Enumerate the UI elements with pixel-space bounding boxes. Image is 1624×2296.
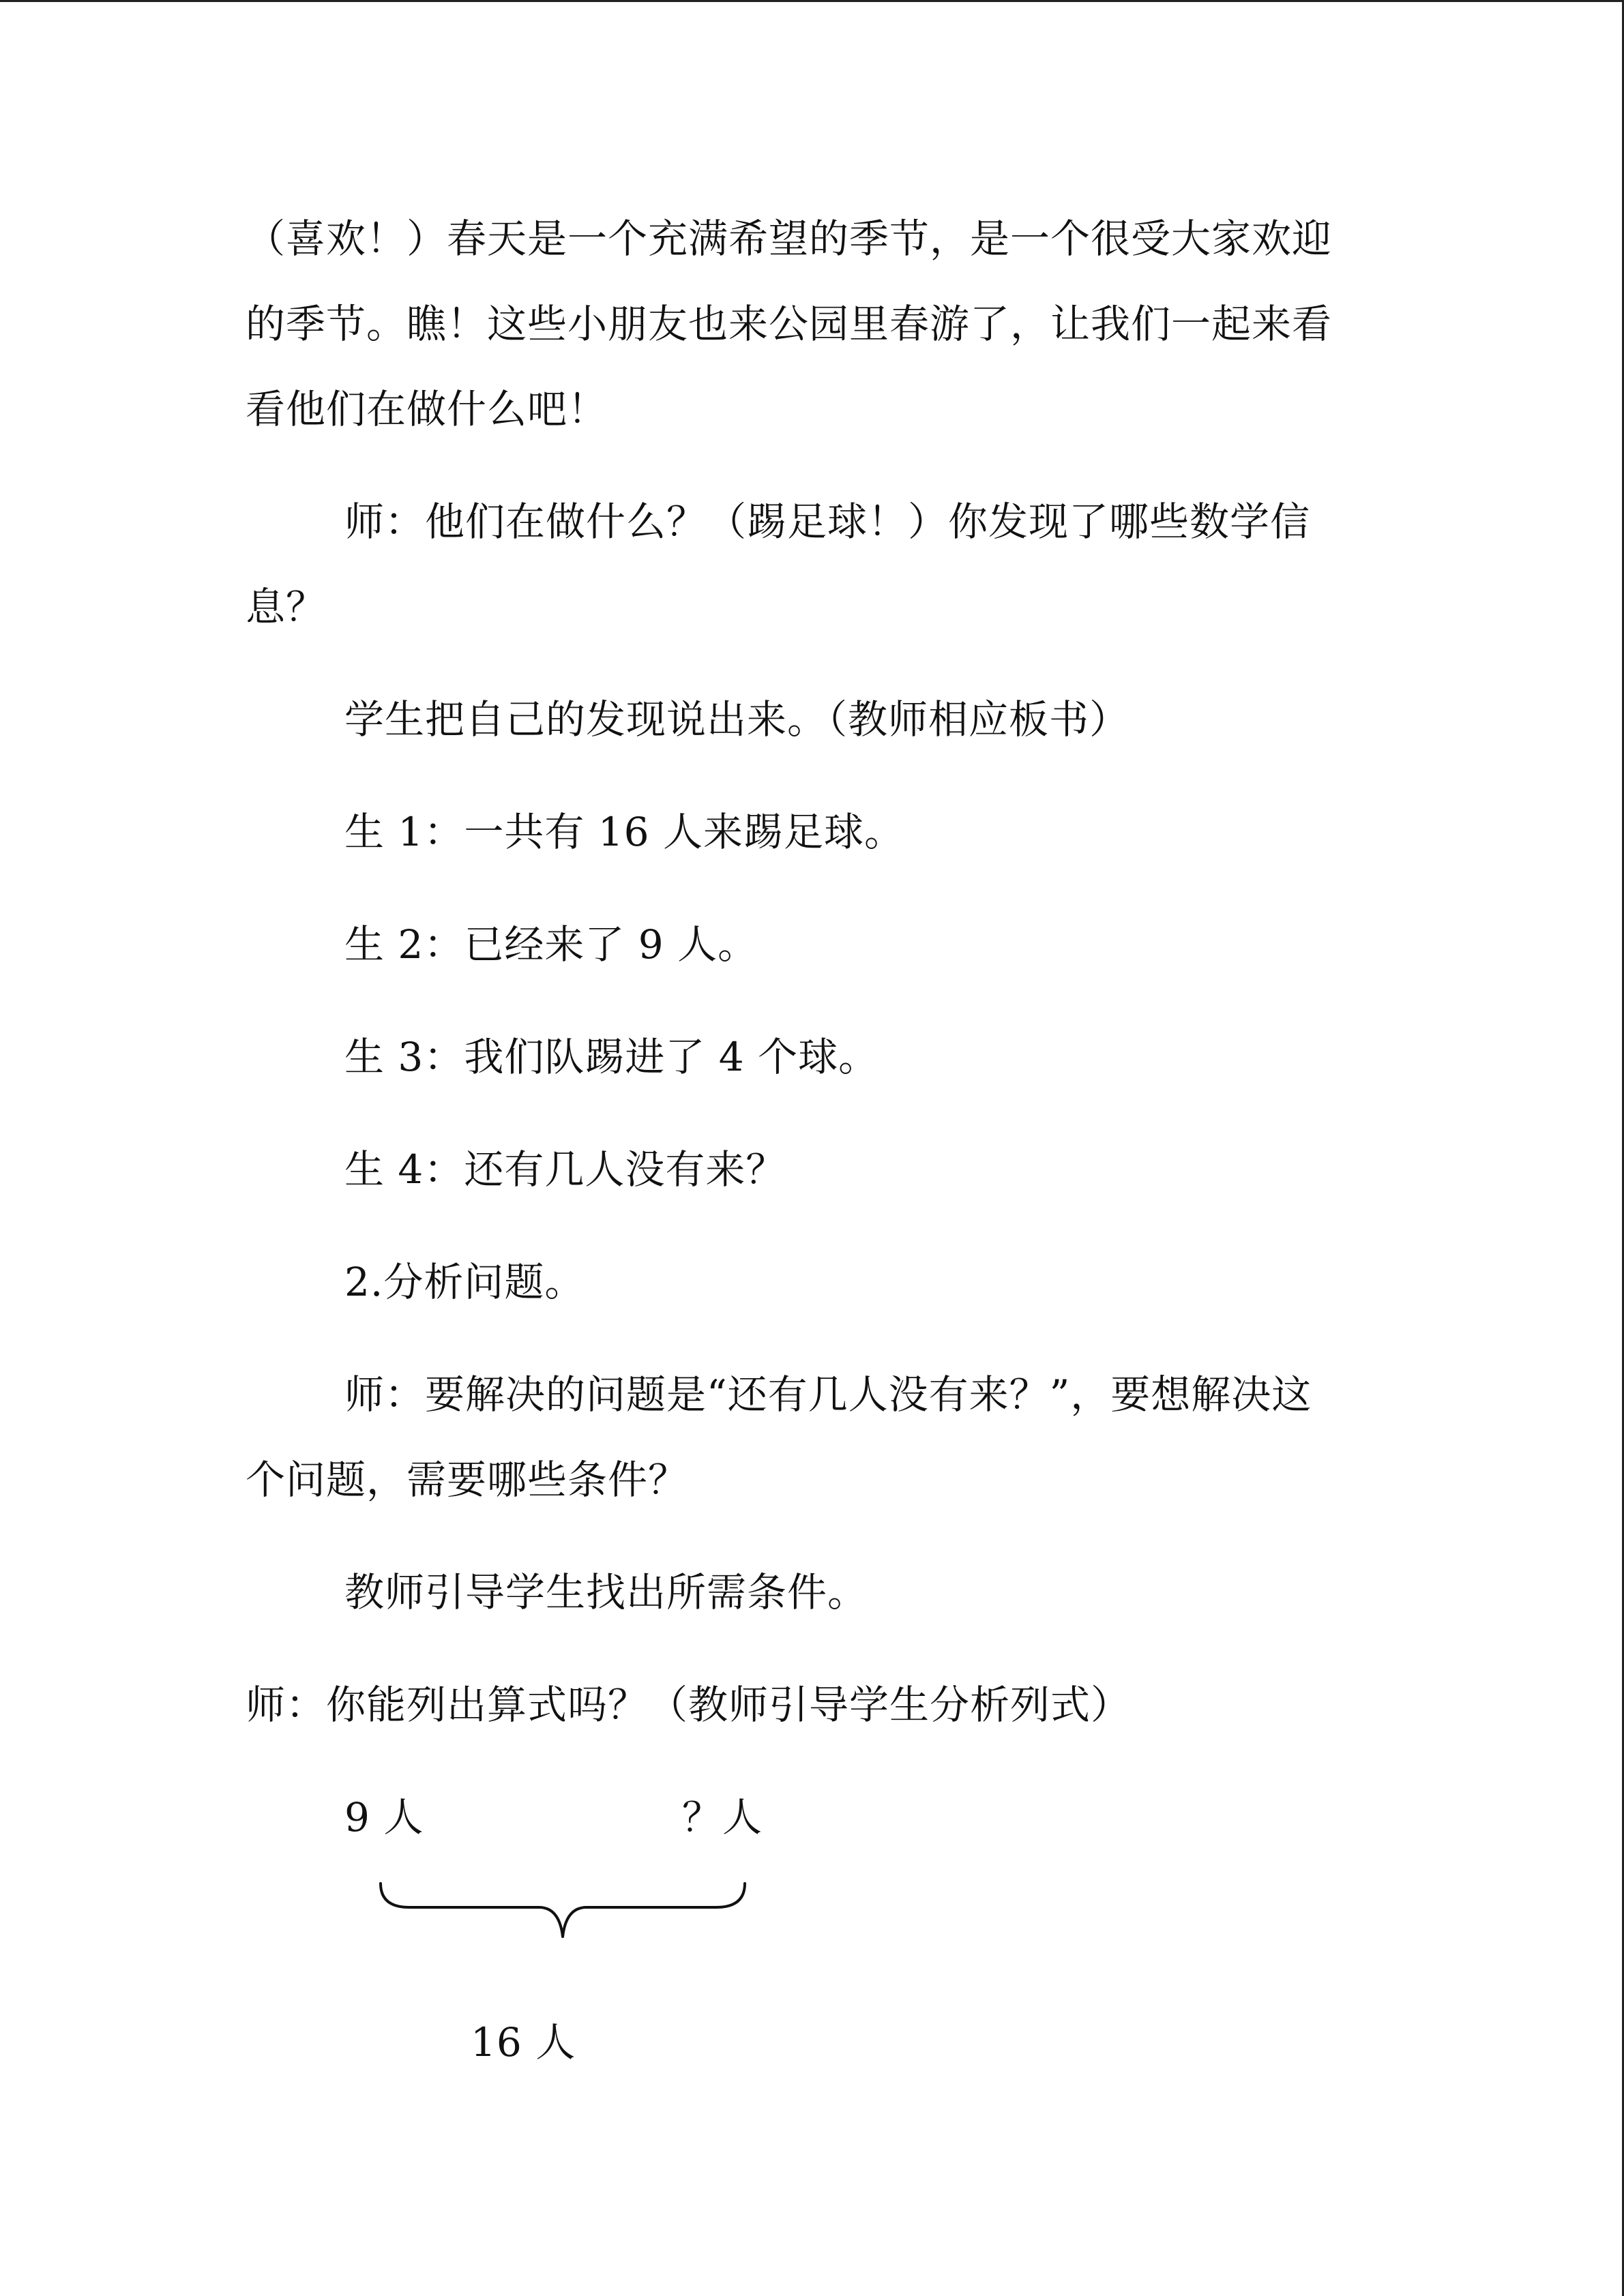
curly-brace-icon [379, 1877, 761, 1938]
paragraph-2-line-2: 息？ [246, 584, 327, 630]
paragraph-8: 2.分析问题。 [344, 1259, 585, 1305]
paragraph-7: 生 4：还有几人没有来？ [344, 1146, 786, 1193]
paragraph-4: 生 1：一共有 16 人来踢足球。 [344, 809, 905, 855]
paragraph-9-line-2: 个问题，需要哪些条件？ [246, 1457, 689, 1503]
paragraph-6: 生 3：我们队踢进了 4 个球。 [344, 1034, 879, 1080]
diagram-total-label: 16 人 [471, 2019, 576, 2066]
paragraph-11: 师：你能列出算式吗？（教师引导学生分析列式） [246, 1682, 1132, 1728]
paragraph-10: 教师引导学生找出所需条件。 [344, 1569, 868, 1615]
paragraph-9-line-1: 师：要解决的问题是“还有几人没有来？”，要想解决这 [344, 1371, 1312, 1418]
diagram-right-label: ？人 [682, 1794, 763, 1840]
paragraph-2-line-1: 师：他们在做什么？（踢足球！）你发现了哪些数学信 [344, 498, 1311, 545]
paragraph-3: 学生把自己的发现说出来。（教师相应板书） [344, 696, 1130, 743]
paragraph-1-line-3: 看他们在做什么吧！ [246, 386, 608, 432]
diagram-left-label: 9 人 [344, 1794, 424, 1840]
paragraph-5: 生 2：已经来了 9 人。 [344, 921, 758, 968]
paragraph-1-line-1: （喜欢！）春天是一个充满希望的季节，是一个很受大家欢迎 [246, 215, 1333, 262]
paragraph-1-line-2: 的季节。瞧！这些小朋友也来公园里春游了，让我们一起来看 [246, 301, 1333, 347]
